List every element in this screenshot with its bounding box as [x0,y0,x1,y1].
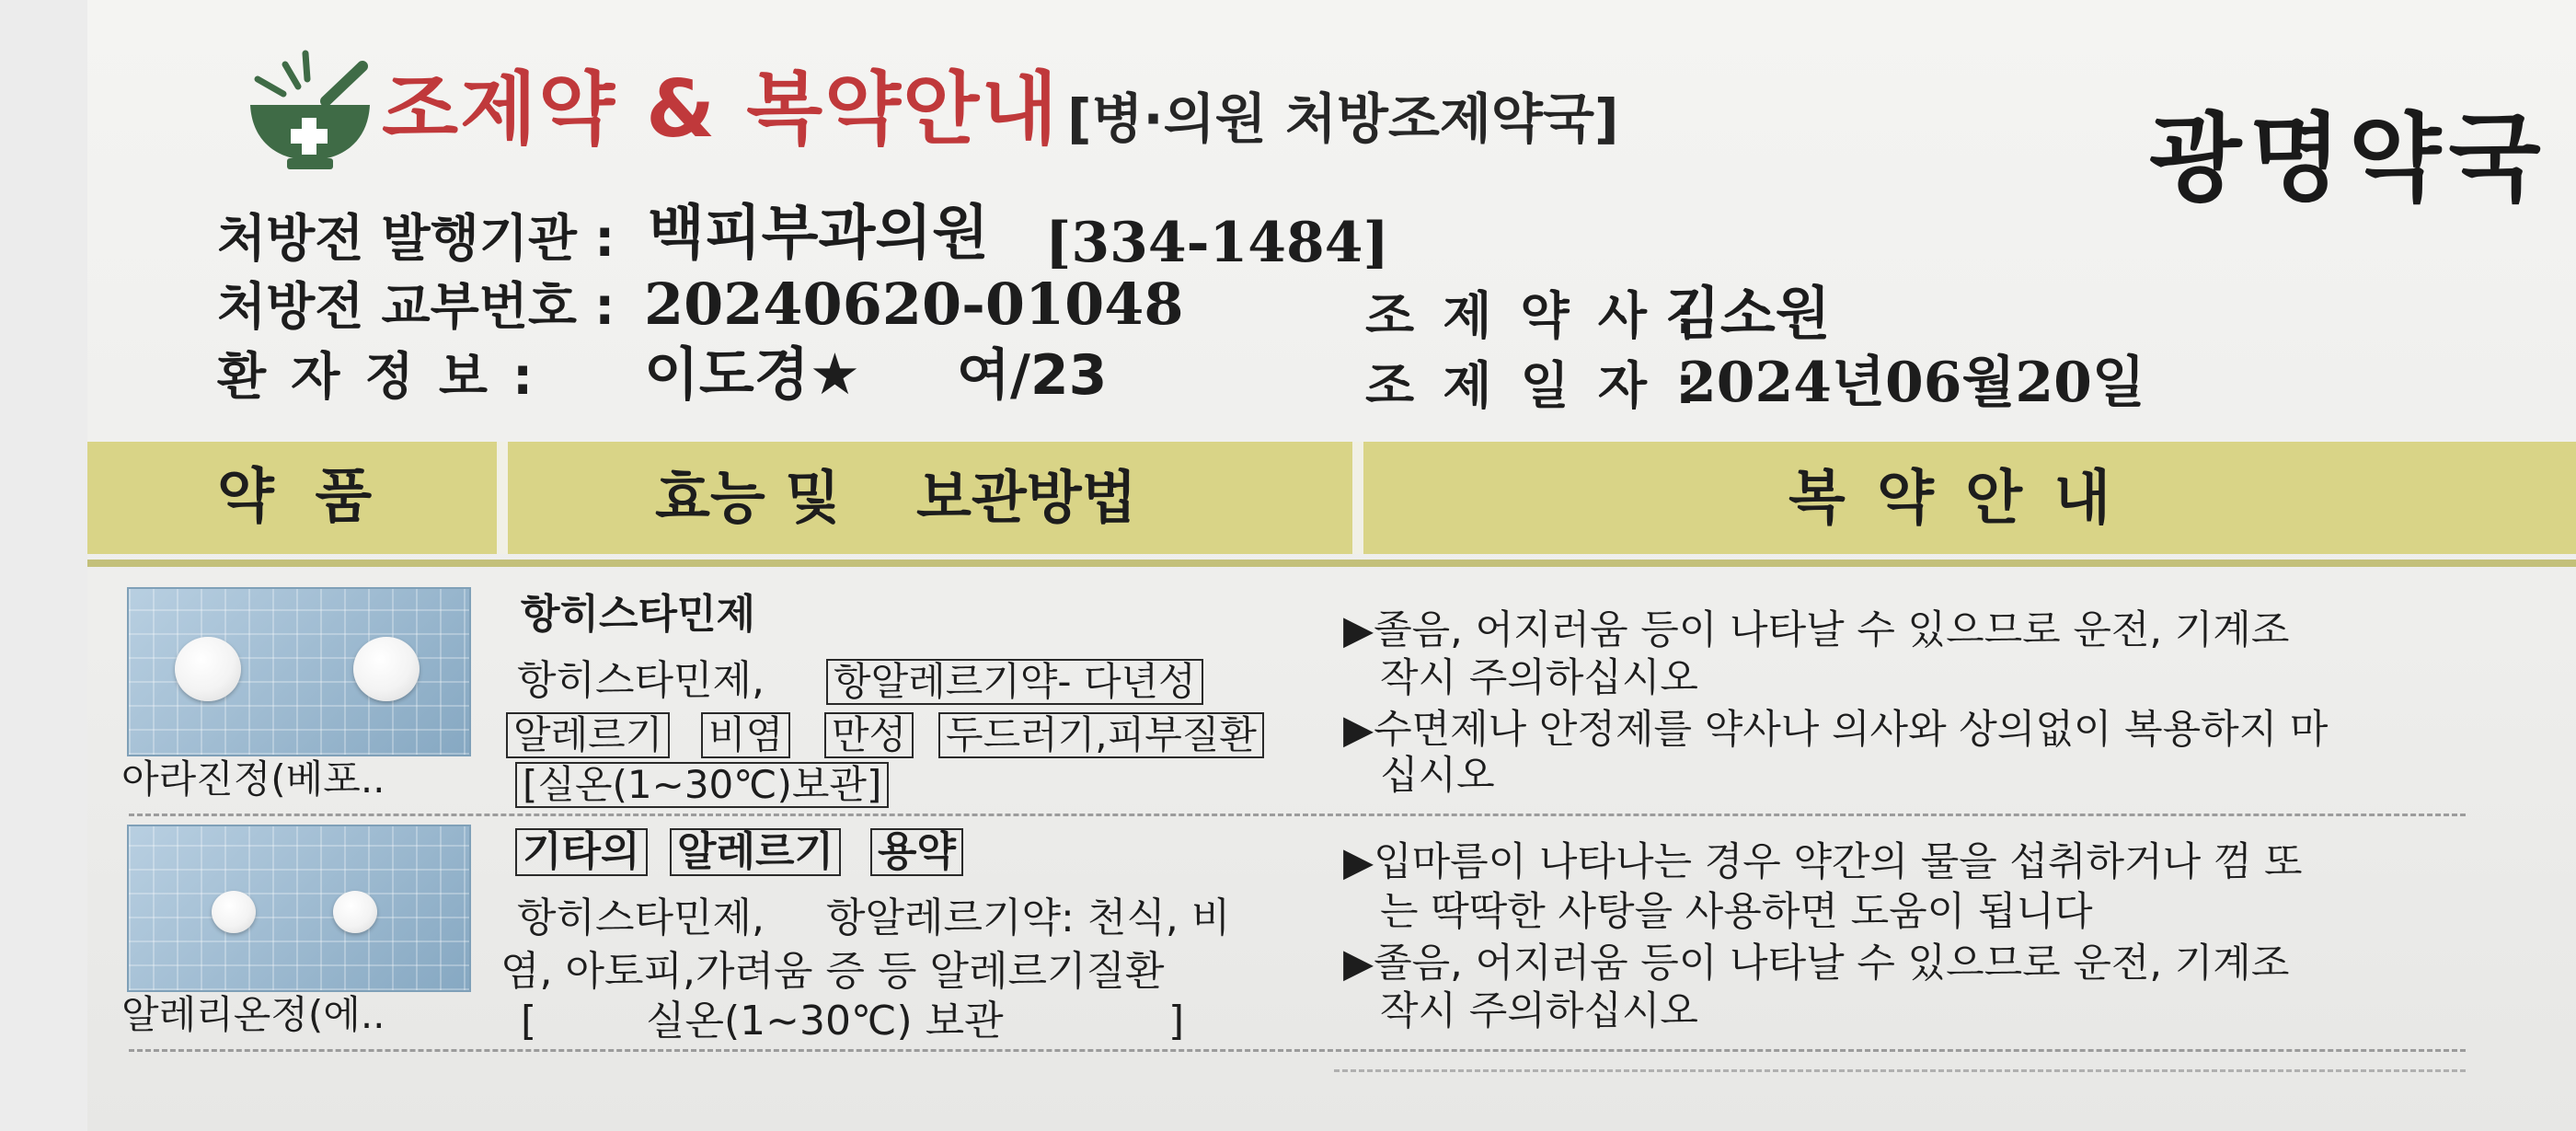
drug-2-category-3: 용약 [870,828,963,876]
drug-1-efficacy-2: 항알레르기약- 다년성 [826,659,1203,705]
issuer-value: 백피부과의원 [648,200,989,268]
drug-1-guide-line-3: ▶수면제나 안정제를 약사나 의사와 상의없이 복용하지 마 [1343,707,2329,753]
issuer-phone: [334-1484] [1045,211,1389,275]
row-divider [1334,1069,2466,1072]
dispense-date-label: 조 제 일 자 : [1365,356,1702,415]
drug-1-storage: [실온(1~30℃)보관] [515,762,889,808]
drug-1-guide-line-2: 작시 주의하십시오 [1380,655,1698,701]
drug-2-photo [127,825,471,992]
drug-1-category: 항히스타민제 [521,591,756,638]
row-divider [129,1049,2466,1052]
drug-1-name: 아라진정(베포.. [121,756,385,802]
drug-2-storage-close: ] [1168,998,1185,1044]
col-header-guide: 복 약 안 내 [1788,465,2117,533]
drug-2-storage-open: [ [521,998,537,1044]
rx-number-value: 20240620-01048 [644,271,1184,338]
table-header-band [87,442,2576,554]
drug-2-guide-line-2: 는 딱딱한 사탕을 사용하면 도움이 됩니다 [1380,889,2093,935]
patient-value: 이도경★ [644,340,861,408]
drug-2-efficacy-2: 항알레르기약: 천식, 비 [826,894,1231,941]
issuer-label: 처방전 발행기관 : [217,209,615,268]
mortar-bowl-icon [241,48,379,177]
drug-1-photo [127,587,471,756]
col-header-efficacy: 효능 및 [655,464,841,531]
pharmacist-value: 김소원 [1665,280,1831,347]
drug-2-guide-line-3: ▶졸음, 어지러움 등이 나타날 수 있으므로 운전, 기계조 [1343,941,2290,987]
drug-2-name: 알레리온정(에.. [121,992,385,1037]
pharmacy-name: 광명약국 [2149,102,2548,214]
patient-sex-age: 여/23 [957,343,1108,408]
tablet [353,637,420,701]
drug-1-guide-line-4: 십시오 [1380,753,1495,799]
rx-number-label: 처방전 교부번호 : [217,277,615,336]
header-title: 조제약 & 복약안내 [382,63,1060,156]
drug-2-category-2: 알레르기 [670,828,841,876]
tablet [333,891,377,933]
drug-1-efficacy-3c: 만성 [824,712,914,758]
drug-2-category-1: 기타의 [515,828,648,876]
drug-2-efficacy-3: 염, 아토피,가려움 증 등 알레르기질환 [500,948,1165,995]
tablet [212,891,256,933]
drug-1-efficacy-3b: 비염 [701,712,790,758]
drug-2-guide-line-4: 작시 주의하십시오 [1380,988,1698,1034]
row-divider [129,814,2466,816]
tablet [175,637,241,701]
header-title-suffix: [병·의원 처방조제약국] [1067,87,1619,150]
drug-2-efficacy-1: 항히스타민제, [517,894,765,941]
col-header-drug: 약 품 [217,463,373,531]
patient-label: 환 자 정 보 : [217,347,537,406]
drug-1-guide-line-1: ▶졸음, 어지러움 등이 나타날 수 있으므로 운전, 기계조 [1343,607,2290,653]
drug-1-efficacy-1: 항히스타민제, [517,657,765,704]
dispense-date-value: 2024년06월20일 [1678,351,2145,415]
pharmacist-label: 조 제 약 사 : [1365,286,1702,345]
band-bottom-line [87,560,2576,567]
drug-1-efficacy-3d: 두드러기,피부질환 [938,712,1264,758]
col-header-storage: 보관방법 [916,464,1137,531]
drug-2-storage: 실온(1~30℃) 보관 [646,998,1004,1044]
drug-1-efficacy-3a: 알레르기 [506,712,670,758]
drug-2-guide-line-1: ▶입마름이 나타나는 경우 약간의 물을 섭취하거나 껌 또 [1343,839,2303,885]
